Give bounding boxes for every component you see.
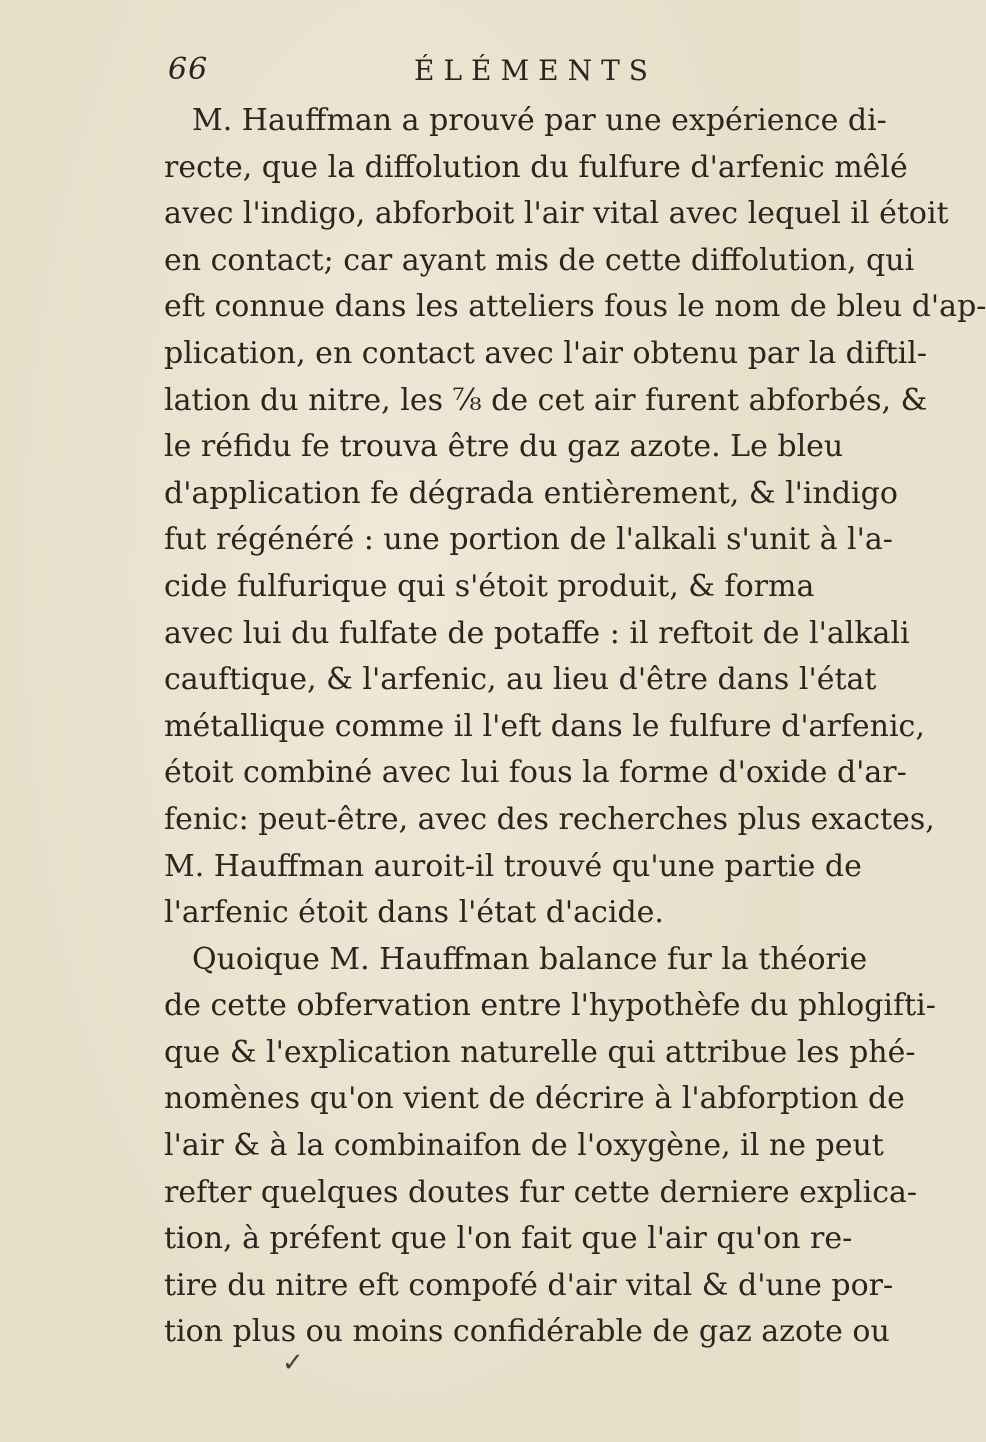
text-line: de cette obfervation entre l'hypothèfe du phlogifti- (164, 988, 936, 1024)
text-line: cauftique, & l'arfenic, au lieu d'être dans l'état (164, 662, 877, 698)
text-line: avec lui du fulfate de potaffe : il reftoit de l'alkali (164, 615, 910, 651)
page-number: 66 (168, 52, 209, 87)
text-line: M. Hauffman a prouvé par une expérience di- (192, 103, 887, 138)
text-line: fenic: peut-être, avec des recherches plus exactes, (164, 801, 935, 837)
text-line: refter quelques doutes fur cette derniere explica- (164, 1174, 918, 1210)
text-line: l'air & à la combinaifon de l'oxygène, il ne peut (164, 1128, 884, 1164)
text-line: recte, que la diffolution du fulfure d'arfenic mêlé (164, 149, 908, 185)
text-line: Quoique M. Hauffman balance fur la théorie (192, 941, 868, 977)
text-line: métallique comme il l'eft dans le fulfure d'arfenic, (164, 708, 925, 744)
signature-mark: ✓ (282, 1348, 304, 1378)
text-line: étoit combiné avec lui fous la forme d'oxide d'ar- (164, 755, 907, 791)
body-text (164, 98, 986, 1356)
text-line: plication, en contact avec l'air obtenu par la diftil- (164, 335, 927, 371)
text-line: que & l'explication naturelle qui attribue les phé- (164, 1034, 916, 1070)
text-line: en contact; car ayant mis de cette diffolution, qui (164, 242, 915, 278)
text-line: M. Hauffman auroit-il trouvé qu'une partie de (164, 848, 862, 884)
text-line: l'arfenic étoit dans l'état d'acide. (164, 895, 664, 931)
text-line: lation du nitre, les ⅞ de cet air furent abforbés, & (164, 382, 928, 418)
text-line: fut régénéré : une portion de l'alkali s'unit à l'a- (164, 522, 893, 558)
text-line: tion, à préfent que l'on fait que l'air qu'on re- (164, 1221, 853, 1257)
text-line: le réfidu fe trouva être du gaz azote. Le bleu (164, 429, 844, 465)
text-line: tion plus ou moins confidérable de gaz azote ou (164, 1314, 890, 1350)
text-line: eft connue dans les atteliers fous le nom de bleu d'ap- (164, 289, 986, 325)
text-line: nomènes qu'on vient de décrire à l'abforption de (164, 1081, 905, 1117)
page-header (168, 52, 657, 92)
text-line: tire du nitre eft compofé d'air vital & d'une por- (164, 1267, 894, 1303)
text-line: avec l'indigo, abforboit l'air vital avec lequel il étoit (164, 196, 949, 232)
text-line: cide fulfurique qui s'étoit produit, & forma (164, 568, 815, 604)
running-head: ÉLÉMENTS (414, 54, 657, 87)
text-line: d'application fe dégrada entièrement, & l'indigo (164, 475, 898, 511)
